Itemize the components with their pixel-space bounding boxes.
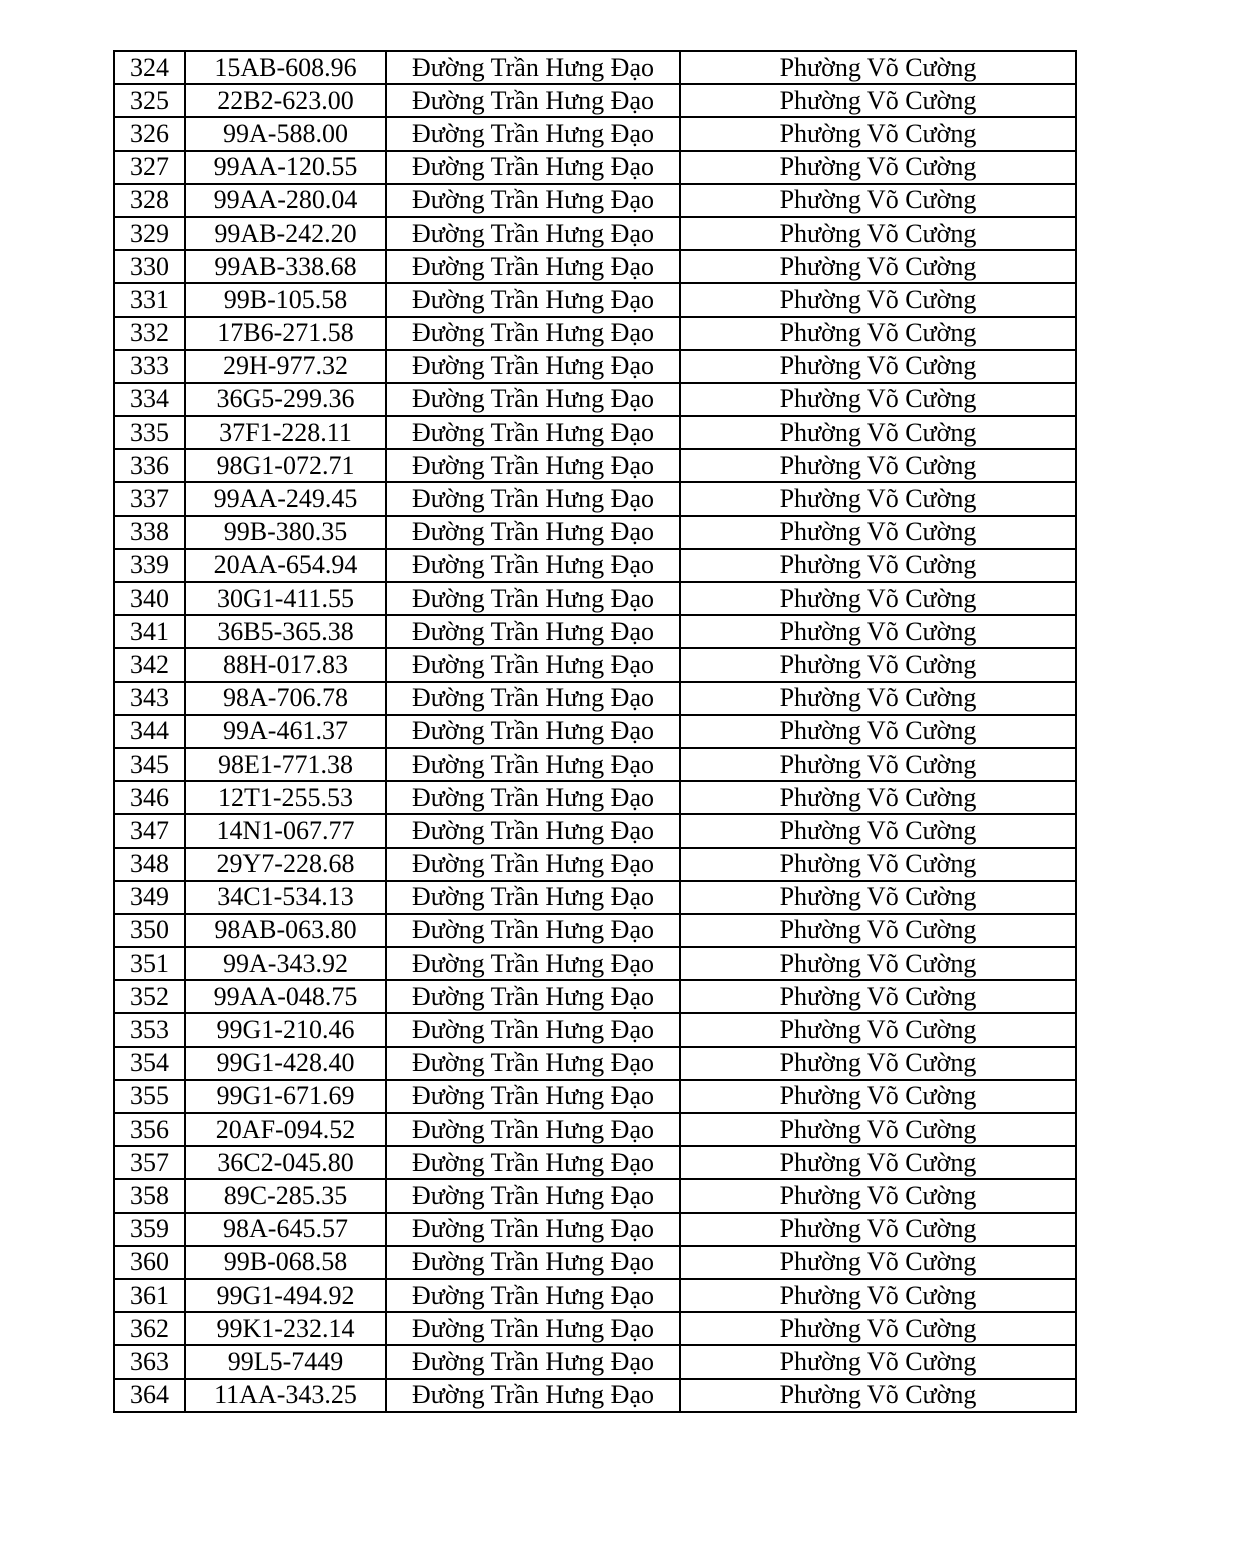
table-row: [114, 350, 1076, 383]
table-row: [114, 51, 1076, 84]
street-cell: Đường Trần Hưng Đạo: [386, 881, 680, 914]
ward-cell: Phường Võ Cường: [680, 1379, 1076, 1412]
ward-cell: Phường Võ Cường: [680, 682, 1076, 715]
ward-cell: Phường Võ Cường: [680, 184, 1076, 217]
row-number-cell: 332: [114, 317, 185, 350]
table-row: [114, 814, 1076, 847]
license-plate-cell: 99G1-428.40: [185, 1047, 386, 1080]
ward-cell: Phường Võ Cường: [680, 1013, 1076, 1046]
street-cell: Đường Trần Hưng Đạo: [386, 1013, 680, 1046]
street-cell: Đường Trần Hưng Đạo: [386, 1213, 680, 1246]
license-plate-cell: 20AA-654.94: [185, 549, 386, 582]
row-number-cell: 337: [114, 482, 185, 515]
street-cell: Đường Trần Hưng Đạo: [386, 416, 680, 449]
license-plate-cell: 99AA-249.45: [185, 482, 386, 515]
license-plate-cell: 99A-461.37: [185, 715, 386, 748]
table-row: [114, 151, 1076, 184]
license-plate-cell: 98AB-063.80: [185, 914, 386, 947]
license-plate-cell: 29H-977.32: [185, 350, 386, 383]
ward-cell: Phường Võ Cường: [680, 781, 1076, 814]
street-cell: Đường Trần Hưng Đạo: [386, 184, 680, 217]
license-plate-cell: 99AA-280.04: [185, 184, 386, 217]
row-number-cell: 364: [114, 1379, 185, 1412]
ward-cell: Phường Võ Cường: [680, 1146, 1076, 1179]
street-cell: Đường Trần Hưng Đạo: [386, 1047, 680, 1080]
row-number-cell: 348: [114, 848, 185, 881]
street-cell: Đường Trần Hưng Đạo: [386, 516, 680, 549]
row-number-cell: 349: [114, 881, 185, 914]
ward-cell: Phường Võ Cường: [680, 317, 1076, 350]
license-plate-cell: 98A-645.57: [185, 1213, 386, 1246]
license-plate-cell: 89C-285.35: [185, 1179, 386, 1212]
row-number-cell: 335: [114, 416, 185, 449]
ward-cell: Phường Võ Cường: [680, 1312, 1076, 1345]
table-row: [114, 682, 1076, 715]
ward-cell: Phường Võ Cường: [680, 151, 1076, 184]
license-plate-cell: 99G1-671.69: [185, 1080, 386, 1113]
ward-cell: Phường Võ Cường: [680, 648, 1076, 681]
street-cell: Đường Trần Hưng Đạo: [386, 1279, 680, 1312]
street-cell: Đường Trần Hưng Đạo: [386, 449, 680, 482]
ward-cell: Phường Võ Cường: [680, 1246, 1076, 1279]
street-cell: Đường Trần Hưng Đạo: [386, 715, 680, 748]
row-number-cell: 340: [114, 582, 185, 615]
license-plate-cell: 36C2-045.80: [185, 1146, 386, 1179]
row-number-cell: 331: [114, 283, 185, 316]
row-number-cell: 336: [114, 449, 185, 482]
street-cell: Đường Trần Hưng Đạo: [386, 217, 680, 250]
license-plate-cell: 17B6-271.58: [185, 317, 386, 350]
table-row: [114, 582, 1076, 615]
ward-cell: Phường Võ Cường: [680, 117, 1076, 150]
street-cell: Đường Trần Hưng Đạo: [386, 848, 680, 881]
license-plate-cell: 30G1-411.55: [185, 582, 386, 615]
ward-cell: Phường Võ Cường: [680, 1345, 1076, 1378]
license-plate-cell: 36B5-365.38: [185, 615, 386, 648]
street-cell: Đường Trần Hưng Đạo: [386, 1312, 680, 1345]
row-number-cell: 357: [114, 1146, 185, 1179]
table-row: [114, 715, 1076, 748]
street-cell: Đường Trần Hưng Đạo: [386, 682, 680, 715]
table-row: [114, 1013, 1076, 1046]
ward-cell: Phường Võ Cường: [680, 449, 1076, 482]
table-row: [114, 781, 1076, 814]
license-plate-cell: 22B2-623.00: [185, 84, 386, 117]
street-cell: Đường Trần Hưng Đạo: [386, 814, 680, 847]
row-number-cell: 358: [114, 1179, 185, 1212]
street-cell: Đường Trần Hưng Đạo: [386, 980, 680, 1013]
table-row: [114, 1179, 1076, 1212]
ward-cell: Phường Võ Cường: [680, 84, 1076, 117]
license-plate-cell: 99G1-494.92: [185, 1279, 386, 1312]
table-row: [114, 648, 1076, 681]
street-cell: Đường Trần Hưng Đạo: [386, 549, 680, 582]
row-number-cell: 355: [114, 1080, 185, 1113]
row-number-cell: 341: [114, 615, 185, 648]
table-row: [114, 748, 1076, 781]
street-cell: Đường Trần Hưng Đạo: [386, 748, 680, 781]
license-plate-cell: 99L5-7449: [185, 1345, 386, 1378]
license-plate-cell: 99AA-048.75: [185, 980, 386, 1013]
table-row: [114, 848, 1076, 881]
table-row: [114, 250, 1076, 283]
ward-cell: Phường Võ Cường: [680, 947, 1076, 980]
table-row: [114, 1213, 1076, 1246]
row-number-cell: 329: [114, 217, 185, 250]
license-plate-cell: 15AB-608.96: [185, 51, 386, 84]
table-row: [114, 217, 1076, 250]
row-number-cell: 343: [114, 682, 185, 715]
table-row: [114, 1080, 1076, 1113]
license-plate-cell: 34C1-534.13: [185, 881, 386, 914]
table-row: [114, 416, 1076, 449]
street-cell: Đường Trần Hưng Đạo: [386, 350, 680, 383]
license-plate-cell: 99G1-210.46: [185, 1013, 386, 1046]
row-number-cell: 360: [114, 1246, 185, 1279]
street-cell: Đường Trần Hưng Đạo: [386, 283, 680, 316]
row-number-cell: 352: [114, 980, 185, 1013]
license-plate-cell: 99B-068.58: [185, 1246, 386, 1279]
ward-cell: Phường Võ Cường: [680, 914, 1076, 947]
row-number-cell: 361: [114, 1279, 185, 1312]
ward-cell: Phường Võ Cường: [680, 814, 1076, 847]
plate-table: [113, 50, 1077, 1413]
street-cell: Đường Trần Hưng Đạo: [386, 51, 680, 84]
ward-cell: Phường Võ Cường: [680, 51, 1076, 84]
table-row: [114, 383, 1076, 416]
license-plate-cell: 99AA-120.55: [185, 151, 386, 184]
row-number-cell: 328: [114, 184, 185, 217]
row-number-cell: 334: [114, 383, 185, 416]
table-row: [114, 615, 1076, 648]
ward-cell: Phường Võ Cường: [680, 383, 1076, 416]
table-row: [114, 1279, 1076, 1312]
row-number-cell: 354: [114, 1047, 185, 1080]
table-row: [114, 549, 1076, 582]
table-row: [114, 1246, 1076, 1279]
license-plate-cell: 36G5-299.36: [185, 383, 386, 416]
street-cell: Đường Trần Hưng Đạo: [386, 383, 680, 416]
license-plate-cell: 12T1-255.53: [185, 781, 386, 814]
row-number-cell: 359: [114, 1213, 185, 1246]
street-cell: Đường Trần Hưng Đạo: [386, 1179, 680, 1212]
license-plate-cell: 88H-017.83: [185, 648, 386, 681]
ward-cell: Phường Võ Cường: [680, 582, 1076, 615]
license-plate-cell: 99B-380.35: [185, 516, 386, 549]
row-number-cell: 351: [114, 947, 185, 980]
row-number-cell: 338: [114, 516, 185, 549]
street-cell: Đường Trần Hưng Đạo: [386, 615, 680, 648]
license-plate-cell: 99K1-232.14: [185, 1312, 386, 1345]
ward-cell: Phường Võ Cường: [680, 416, 1076, 449]
street-cell: Đường Trần Hưng Đạo: [386, 582, 680, 615]
table-row: [114, 283, 1076, 316]
ward-cell: Phường Võ Cường: [680, 848, 1076, 881]
row-number-cell: 356: [114, 1113, 185, 1146]
ward-cell: Phường Võ Cường: [680, 748, 1076, 781]
row-number-cell: 327: [114, 151, 185, 184]
street-cell: Đường Trần Hưng Đạo: [386, 317, 680, 350]
table-row: [114, 184, 1076, 217]
ward-cell: Phường Võ Cường: [680, 283, 1076, 316]
ward-cell: Phường Võ Cường: [680, 1179, 1076, 1212]
table-row: [114, 1146, 1076, 1179]
table-row: [114, 1379, 1076, 1412]
license-plate-cell: 14N1-067.77: [185, 814, 386, 847]
table-row: [114, 317, 1076, 350]
street-cell: Đường Trần Hưng Đạo: [386, 781, 680, 814]
street-cell: Đường Trần Hưng Đạo: [386, 84, 680, 117]
street-cell: Đường Trần Hưng Đạo: [386, 1379, 680, 1412]
street-cell: Đường Trần Hưng Đạo: [386, 947, 680, 980]
license-plate-cell: 99AB-242.20: [185, 217, 386, 250]
ward-cell: Phường Võ Cường: [680, 516, 1076, 549]
row-number-cell: 342: [114, 648, 185, 681]
row-number-cell: 350: [114, 914, 185, 947]
street-cell: Đường Trần Hưng Đạo: [386, 1246, 680, 1279]
ward-cell: Phường Võ Cường: [680, 1113, 1076, 1146]
ward-cell: Phường Võ Cường: [680, 881, 1076, 914]
ward-cell: Phường Võ Cường: [680, 1080, 1076, 1113]
street-cell: Đường Trần Hưng Đạo: [386, 1113, 680, 1146]
street-cell: Đường Trần Hưng Đạo: [386, 250, 680, 283]
table-row: [114, 914, 1076, 947]
row-number-cell: 339: [114, 549, 185, 582]
ward-cell: Phường Võ Cường: [680, 250, 1076, 283]
ward-cell: Phường Võ Cường: [680, 482, 1076, 515]
street-cell: Đường Trần Hưng Đạo: [386, 117, 680, 150]
license-plate-cell: 98G1-072.71: [185, 449, 386, 482]
license-plate-cell: 99B-105.58: [185, 283, 386, 316]
table-row: [114, 516, 1076, 549]
row-number-cell: 353: [114, 1013, 185, 1046]
license-plate-cell: 99A-343.92: [185, 947, 386, 980]
table-row: [114, 881, 1076, 914]
row-number-cell: 362: [114, 1312, 185, 1345]
table-row: [114, 980, 1076, 1013]
street-cell: Đường Trần Hưng Đạo: [386, 648, 680, 681]
license-plate-cell: 99AB-338.68: [185, 250, 386, 283]
street-cell: Đường Trần Hưng Đạo: [386, 1080, 680, 1113]
license-plate-cell: 29Y7-228.68: [185, 848, 386, 881]
table-row: [114, 1113, 1076, 1146]
row-number-cell: 347: [114, 814, 185, 847]
license-plate-cell: 98E1-771.38: [185, 748, 386, 781]
table-row: [114, 1047, 1076, 1080]
ward-cell: Phường Võ Cường: [680, 615, 1076, 648]
ward-cell: Phường Võ Cường: [680, 549, 1076, 582]
ward-cell: Phường Võ Cường: [680, 1047, 1076, 1080]
license-plate-cell: 99A-588.00: [185, 117, 386, 150]
row-number-cell: 363: [114, 1345, 185, 1378]
ward-cell: Phường Võ Cường: [680, 350, 1076, 383]
row-number-cell: 324: [114, 51, 185, 84]
street-cell: Đường Trần Hưng Đạo: [386, 1345, 680, 1378]
row-number-cell: 326: [114, 117, 185, 150]
street-cell: Đường Trần Hưng Đạo: [386, 151, 680, 184]
row-number-cell: 346: [114, 781, 185, 814]
ward-cell: Phường Võ Cường: [680, 715, 1076, 748]
row-number-cell: 344: [114, 715, 185, 748]
license-plate-cell: 20AF-094.52: [185, 1113, 386, 1146]
table-row: [114, 117, 1076, 150]
table-row: [114, 482, 1076, 515]
row-number-cell: 330: [114, 250, 185, 283]
table-row: [114, 1345, 1076, 1378]
table-row: [114, 1312, 1076, 1345]
table-row: [114, 84, 1076, 117]
license-plate-cell: 11AA-343.25: [185, 1379, 386, 1412]
row-number-cell: 333: [114, 350, 185, 383]
street-cell: Đường Trần Hưng Đạo: [386, 482, 680, 515]
license-plate-cell: 98A-706.78: [185, 682, 386, 715]
table-row: [114, 947, 1076, 980]
table-row: [114, 449, 1076, 482]
street-cell: Đường Trần Hưng Đạo: [386, 1146, 680, 1179]
plate-table-body: [114, 51, 1076, 1412]
ward-cell: Phường Võ Cường: [680, 1279, 1076, 1312]
row-number-cell: 325: [114, 84, 185, 117]
row-number-cell: 345: [114, 748, 185, 781]
license-plate-cell: 37F1-228.11: [185, 416, 386, 449]
ward-cell: Phường Võ Cường: [680, 980, 1076, 1013]
ward-cell: Phường Võ Cường: [680, 1213, 1076, 1246]
ward-cell: Phường Võ Cường: [680, 217, 1076, 250]
street-cell: Đường Trần Hưng Đạo: [386, 914, 680, 947]
